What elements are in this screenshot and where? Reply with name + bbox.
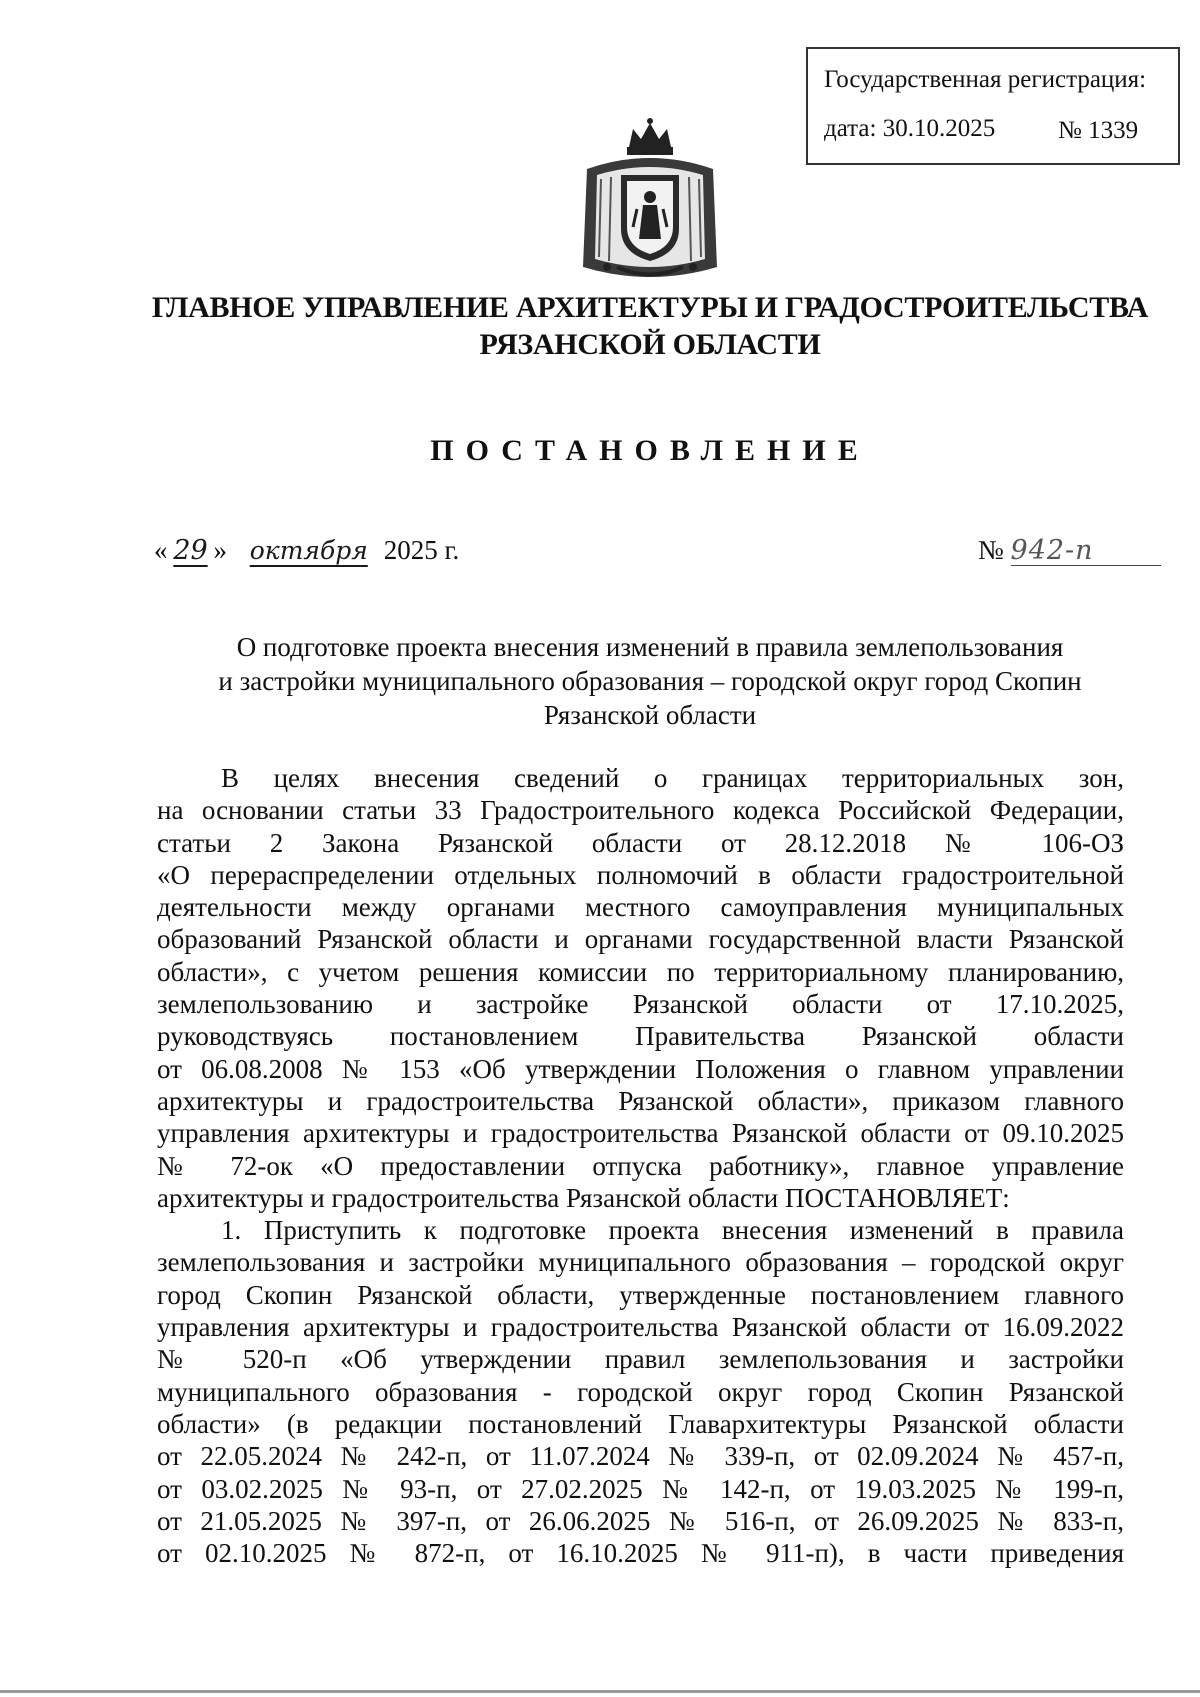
document-number xyxy=(978,535,1161,566)
body-line: землепользованию и застройке Рязанской области от 17.10.2025, xyxy=(157,989,1124,1020)
registration-number: № 1339 xyxy=(1058,117,1139,144)
body-line: архитектуры и градостроительства Рязанской области», приказом главного xyxy=(157,1085,1124,1116)
body-line: город Скопин Рязанской области, утвержденные постановлением главного xyxy=(157,1279,1124,1310)
date-month-handwritten: октября xyxy=(249,536,368,565)
body-line: № 72-ок «О предоставлении отпуска работнику», главное управление xyxy=(157,1150,1124,1181)
date-open-quote: « xyxy=(154,535,168,565)
body-line: В целях внесения сведений о границах территориальных зон, xyxy=(221,763,1124,793)
body-line: № 520-п «Об утверждении правил землепользования и застройки xyxy=(157,1344,1124,1375)
number-handwritten: 942-п xyxy=(1011,537,1161,566)
body-line: землепользования и застройки муниципального образования – городской округ xyxy=(157,1247,1124,1278)
body-line: области» (в редакции постановлений Главархитектуры Рязанской области xyxy=(157,1408,1124,1439)
subject-line-2: и застройки муниципального образования – городской округ город Скопин xyxy=(218,666,1082,696)
body-line: от 22.05.2024 № 242-п, от 11.07.2024 № 339-п, от 02.09.2024 № 457-п, xyxy=(157,1441,1124,1472)
page-bottom-divider xyxy=(0,1690,1200,1693)
body-line: от 21.05.2025 № 397-п, от 26.06.2025 № 516-п, от 26.09.2025 № 833-п, xyxy=(157,1505,1124,1536)
body-line: «О перераспределении отдельных полномочий в области градостроительной xyxy=(157,859,1124,890)
organization-title-line-2: РЯЗАНСКОЙ ОБЛАСТИ xyxy=(479,328,821,361)
date-year: 2025 г. xyxy=(383,535,460,565)
subject-line-1: О подготовке проекта внесения изменений в правила землепользования xyxy=(236,632,1064,662)
body-line: архитектуры и градостроительства Рязанской области ПОСТАНОВЛЯЕТ: xyxy=(157,1182,1010,1213)
body-line: области», с учетом решения комиссии по территориальному планированию, xyxy=(157,956,1124,987)
body-line: статьи 2 Закона Рязанской области от 28.12.2018 № 106-ОЗ xyxy=(157,827,1124,858)
body-text xyxy=(157,762,1124,1569)
subject-line-3: Рязанской области xyxy=(543,700,757,730)
registration-stamp xyxy=(806,47,1180,165)
body-line: образований Рязанской области и органами государственной власти Рязанской xyxy=(157,924,1124,955)
body-line: управления архитектуры и градостроительства Рязанской области от 09.10.2025 xyxy=(157,1118,1124,1149)
organization-title-line-1: ГЛАВНОЕ УПРАВЛЕНИЕ АРХИТЕКТУРЫ И ГРАДОСТРОИТЕЛЬСТВА xyxy=(151,291,1149,324)
date-close-quote: » xyxy=(213,535,227,565)
body-line: руководствуясь постановлением Правительства Рязанской области xyxy=(157,1021,1124,1052)
body-line: от 02.10.2025 № 872-п, от 16.10.2025 № 911-п), в части приведения xyxy=(157,1538,1124,1569)
body-line: деятельности между органами местного самоуправления муниципальных xyxy=(157,892,1124,923)
list-item-1: 1. Приступить к подготовке проекта внесения изменений в правила xyxy=(221,1215,1124,1246)
body-line: на основании статьи 33 Градостроительного кодекса Российской Федерации, xyxy=(157,795,1124,826)
registration-date: дата: 30.10.2025 xyxy=(824,115,996,142)
registration-title: Государственная регистрация: xyxy=(824,66,1147,93)
ryazan-coat-of-arms-icon xyxy=(577,117,723,285)
body-line: муниципального образования - городской округ город Скопин Рязанской xyxy=(157,1376,1124,1407)
body-line: от 06.08.2008 № 153 «Об утверждении Положения о главном управлении xyxy=(157,1053,1124,1084)
date-day-handwritten: 29 xyxy=(173,535,208,566)
document-date xyxy=(154,535,459,566)
body-line: от 03.02.2025 № 93-п, от 27.02.2025 № 142-п, от 19.03.2025 № 199-п, xyxy=(157,1473,1124,1504)
document-type-heading: ПОСТАНОВЛЕНИЕ xyxy=(430,434,870,467)
body-line: управления архитектуры и градостроительства Рязанской области от 16.09.2022 xyxy=(157,1312,1124,1343)
number-prefix: № xyxy=(978,535,1004,565)
